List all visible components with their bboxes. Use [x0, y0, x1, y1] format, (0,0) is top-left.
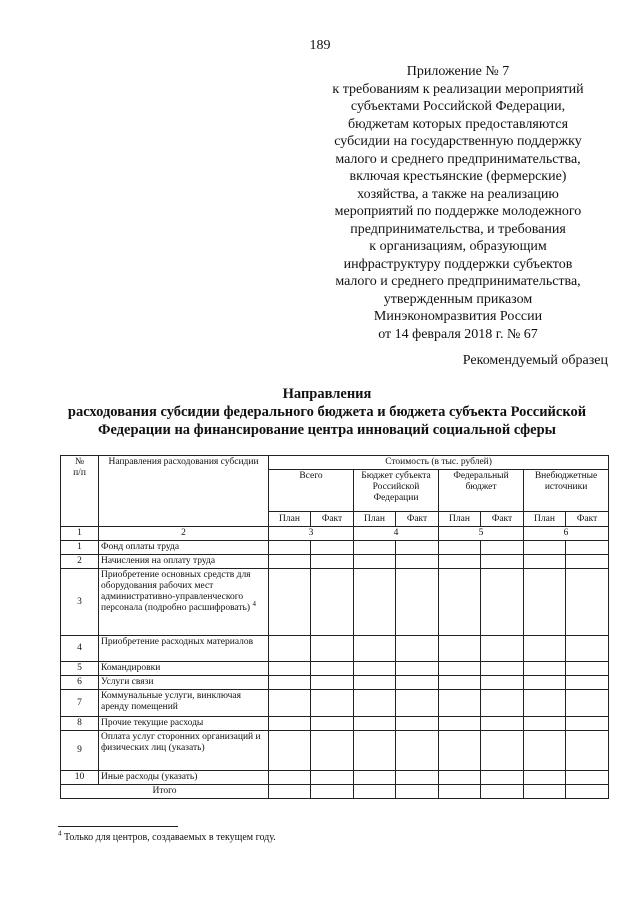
value-cell: [311, 636, 354, 662]
value-cell: [566, 690, 609, 717]
row-label: Коммунальные услуги, винключая аренду помещений: [99, 690, 269, 717]
value-cell: [354, 731, 396, 771]
value-cell: [566, 731, 609, 771]
footnote-reference: 4: [252, 599, 256, 608]
header-cost: Стоимость (в тыс. рублей): [269, 456, 609, 470]
appendix-line: Минэкономразвития России: [373, 309, 543, 324]
value-cell: [439, 731, 481, 771]
value-cell: [566, 785, 609, 799]
appendix-line: субсидии на государственную поддержку: [334, 134, 582, 149]
row-number: 7: [61, 690, 99, 717]
heading-line-2: расходования субсидии федерального бюджета и бюджета субъекта Российской: [67, 404, 587, 420]
group-extrabudgetary: Внебюджетные источники: [524, 470, 609, 512]
row-label: Оплата услуг сторонних организаций и физических лиц (указать): [99, 731, 269, 771]
value-cell: [354, 636, 396, 662]
value-cell: [354, 569, 396, 636]
group-total: Всего: [269, 470, 354, 512]
appendix-line: субъектами Российской Федерации,: [350, 99, 566, 114]
row-number: 5: [61, 662, 99, 676]
heading-line-1: Направления: [282, 386, 372, 402]
value-cell: [481, 636, 524, 662]
row-label: Услуги связи: [99, 676, 269, 690]
value-cell: [566, 569, 609, 636]
value-cell: [354, 555, 396, 569]
table-row: [61, 731, 609, 771]
value-cell: [524, 569, 566, 636]
value-cell: [566, 771, 609, 785]
value-cell: [524, 541, 566, 555]
appendix-line: к организациям, образующим: [369, 239, 547, 254]
header-number: № п/п: [61, 456, 99, 527]
table-row: [61, 555, 609, 569]
expenditure-table: [60, 455, 609, 799]
value-cell: [439, 541, 481, 555]
value-cell: [481, 569, 524, 636]
table-row: [61, 676, 609, 690]
row-label: Прочие текущие расходы: [99, 717, 269, 731]
appendix-line: мероприятий по поддержке молодежного: [334, 204, 582, 219]
row-label: Приобретение расходных материалов: [99, 636, 269, 662]
appendix-block: [308, 63, 608, 343]
row-label: Иные расходы (указать): [99, 771, 269, 785]
value-cell: [354, 662, 396, 676]
value-cell: [396, 541, 439, 555]
value-cell: [396, 636, 439, 662]
column-number: 3: [269, 527, 354, 541]
value-cell: [439, 662, 481, 676]
value-cell: [439, 555, 481, 569]
table-row: [61, 662, 609, 676]
value-cell: [566, 676, 609, 690]
group-federal-budget: Федеральный бюджет: [439, 470, 524, 512]
fact-header: Факт: [396, 512, 439, 527]
value-cell: [524, 731, 566, 771]
value-cell: [354, 785, 396, 799]
appendix-line: к требованиям к реализации мероприятий: [332, 81, 584, 97]
row-number: 10: [61, 771, 99, 785]
table-row: [61, 717, 609, 731]
value-cell: [481, 690, 524, 717]
value-cell: [524, 555, 566, 569]
value-cell: [481, 662, 524, 676]
value-cell: [311, 555, 354, 569]
value-cell: [524, 771, 566, 785]
heading-line-3: Федерации на финансирование центра инноваций социальной сферы: [97, 422, 556, 438]
row-label: Командировки: [99, 662, 269, 676]
value-cell: [439, 690, 481, 717]
value-cell: [311, 717, 354, 731]
appendix-line: малого и среднего предпринимательства,: [335, 151, 581, 167]
table-row: [61, 569, 609, 636]
value-cell: [354, 690, 396, 717]
value-cell: [269, 636, 311, 662]
value-cell: [354, 541, 396, 555]
row-number: 1: [61, 541, 99, 555]
column-number-row: [61, 527, 609, 541]
row-label: Начисления на оплату труда: [99, 555, 269, 569]
value-cell: [311, 662, 354, 676]
table-row: [61, 690, 609, 717]
footnote: [58, 829, 276, 843]
value-cell: [396, 555, 439, 569]
value-cell: [269, 555, 311, 569]
value-cell: [396, 771, 439, 785]
value-cell: [566, 555, 609, 569]
plan-header: План: [439, 512, 481, 527]
value-cell: [481, 731, 524, 771]
value-cell: [354, 771, 396, 785]
value-cell: [311, 731, 354, 771]
row-number: 8: [61, 717, 99, 731]
table-row: [61, 771, 609, 785]
column-number: 5: [439, 527, 524, 541]
header-direction: Направления расходования субсидии: [99, 456, 269, 527]
row-label: Фонд оплаты труда: [99, 541, 269, 555]
value-cell: [439, 636, 481, 662]
row-number: 4: [61, 636, 99, 662]
value-cell: [269, 717, 311, 731]
row-number: 2: [61, 555, 99, 569]
value-cell: [524, 662, 566, 676]
appendix-line: бюджетам которых предоставляются: [347, 116, 569, 132]
fact-header: Факт: [311, 512, 354, 527]
value-cell: [354, 676, 396, 690]
value-cell: [566, 636, 609, 662]
appendix-line: Приложение № 7: [406, 64, 510, 79]
footnote-mark: 4: [58, 829, 62, 838]
row-label: Приобретение основных средств для оборудования рабочих мест административно-управленческого персонала (подробно расшифровать) $^4$: [99, 569, 269, 636]
value-cell: [439, 771, 481, 785]
value-cell: [396, 717, 439, 731]
column-number: 2: [99, 527, 269, 541]
row-number: 9: [61, 731, 99, 771]
table-row: [61, 636, 609, 662]
value-cell: [311, 541, 354, 555]
fact-header: Факт: [566, 512, 609, 527]
value-cell: [481, 717, 524, 731]
value-cell: [269, 690, 311, 717]
plan-header: План: [354, 512, 396, 527]
footnote-divider: [58, 826, 178, 827]
group-regional-budget: Бюджет субъекта Российской Федерации: [354, 470, 439, 512]
value-cell: [439, 676, 481, 690]
appendix-line: малого и среднего предпринимательства,: [335, 274, 581, 289]
total-label: Итого: [61, 785, 269, 799]
appendix-line: предпринимательства, и требования: [350, 221, 566, 237]
value-cell: [269, 541, 311, 555]
column-number: 6: [524, 527, 609, 541]
appendix-line: утвержденным приказом: [383, 291, 533, 307]
value-cell: [481, 541, 524, 555]
value-cell: [396, 569, 439, 636]
value-cell: [566, 717, 609, 731]
value-cell: [311, 785, 354, 799]
value-cell: [439, 569, 481, 636]
footnote-text: Только для центров, создаваемых в текущем году.: [61, 832, 276, 843]
value-cell: [439, 717, 481, 731]
value-cell: [269, 662, 311, 676]
value-cell: [354, 717, 396, 731]
recommended-sample-label: Рекомендуемый образец: [462, 353, 608, 368]
value-cell: [311, 690, 354, 717]
value-cell: [396, 690, 439, 717]
page-number: 189: [309, 38, 331, 53]
value-cell: [311, 569, 354, 636]
value-cell: [524, 676, 566, 690]
fact-header: Факт: [481, 512, 524, 527]
column-number: 4: [354, 527, 439, 541]
appendix-line: включая крестьянские (фермерские): [349, 169, 567, 184]
document-heading: [40, 385, 614, 439]
value-cell: [481, 771, 524, 785]
value-cell: [566, 662, 609, 676]
value-cell: [269, 569, 311, 636]
appendix-line: от 14 февраля 2018 г. № 67: [378, 326, 538, 342]
value-cell: [311, 771, 354, 785]
appendix-line: хозяйства, а также на реализацию: [357, 186, 559, 202]
value-cell: [269, 785, 311, 799]
row-number: 6: [61, 676, 99, 690]
value-cell: [396, 662, 439, 676]
column-number: 1: [61, 527, 99, 541]
value-cell: [396, 676, 439, 690]
value-cell: [311, 676, 354, 690]
value-cell: [524, 636, 566, 662]
value-cell: [481, 785, 524, 799]
value-cell: [481, 676, 524, 690]
value-cell: [269, 771, 311, 785]
appendix-line: инфраструктуру поддержки субъектов: [343, 256, 573, 272]
value-cell: [566, 541, 609, 555]
value-cell: [269, 676, 311, 690]
table-row: [61, 541, 609, 555]
value-cell: [396, 731, 439, 771]
total-row: [61, 785, 609, 799]
value-cell: [524, 690, 566, 717]
row-number: 3: [61, 569, 99, 636]
value-cell: [269, 731, 311, 771]
value-cell: [396, 785, 439, 799]
value-cell: [524, 717, 566, 731]
plan-header: План: [524, 512, 566, 527]
plan-header: План: [269, 512, 311, 527]
value-cell: [481, 555, 524, 569]
value-cell: [524, 785, 566, 799]
value-cell: [439, 785, 481, 799]
